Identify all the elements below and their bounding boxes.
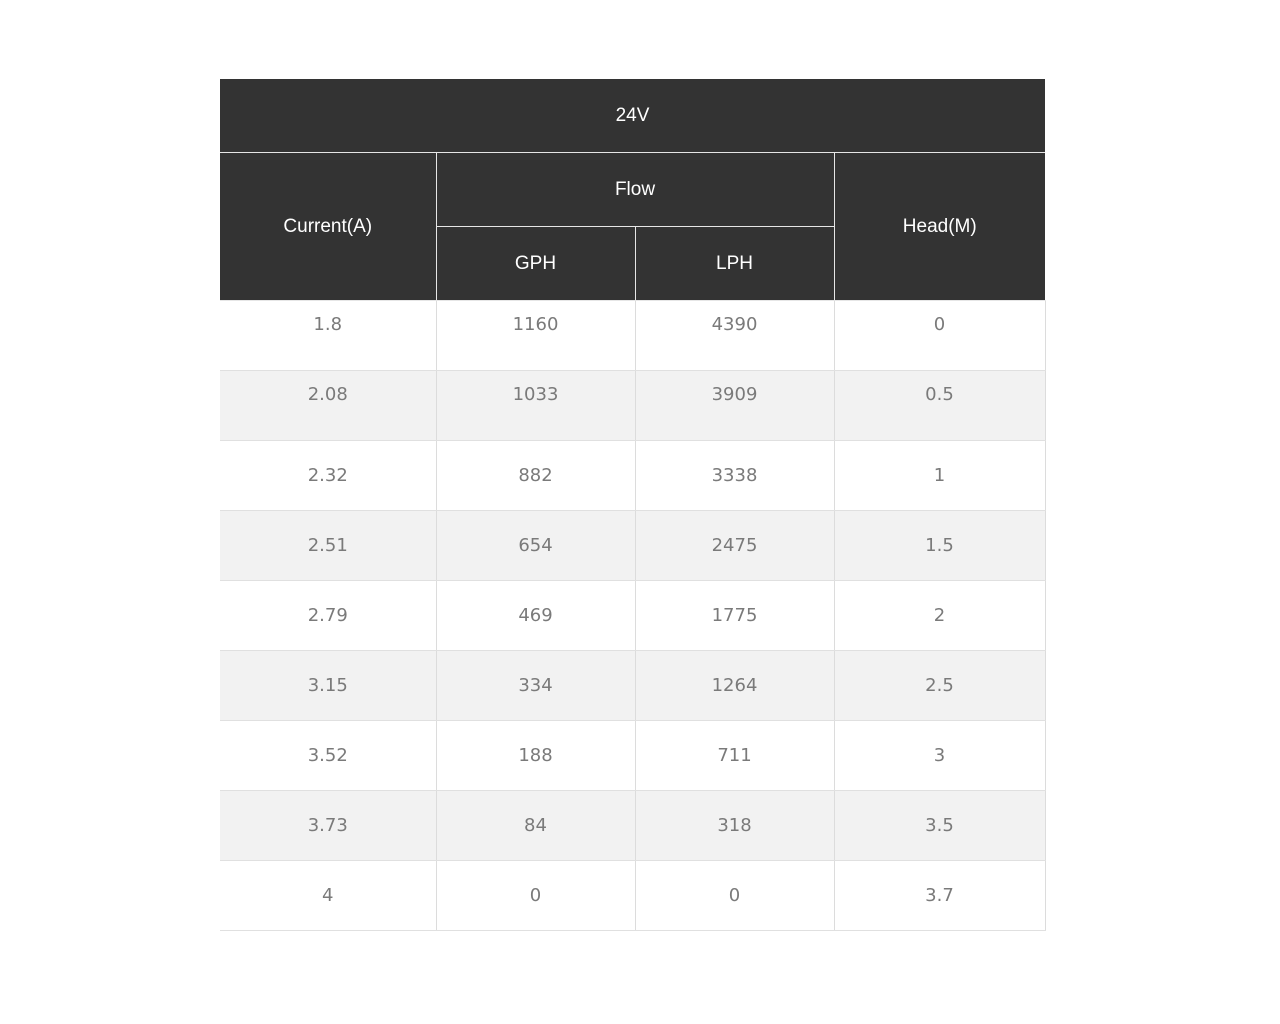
head-cell: 3.7 bbox=[834, 861, 1045, 931]
table-row bbox=[220, 651, 1045, 721]
gph-cell: 1033 bbox=[436, 371, 635, 441]
current-header: Current(A) bbox=[220, 153, 436, 301]
table-header bbox=[220, 79, 1045, 301]
lph-cell: 2475 bbox=[635, 511, 834, 581]
table-row bbox=[220, 861, 1045, 931]
head-cell: 1 bbox=[834, 441, 1045, 511]
current-cell: 3.15 bbox=[220, 651, 436, 721]
pump-spec-table bbox=[220, 79, 1046, 931]
header-group-row bbox=[220, 153, 1045, 227]
lph-cell: 3338 bbox=[635, 441, 834, 511]
flow-header: Flow bbox=[436, 153, 834, 227]
head-cell: 0 bbox=[834, 301, 1045, 371]
table-row bbox=[220, 441, 1045, 511]
table-row bbox=[220, 511, 1045, 581]
header-title-row bbox=[220, 79, 1045, 153]
head-cell: 0.5 bbox=[834, 371, 1045, 441]
head-header: Head(M) bbox=[834, 153, 1045, 301]
current-cell: 2.79 bbox=[220, 581, 436, 651]
table-row bbox=[220, 371, 1045, 441]
gph-cell: 334 bbox=[436, 651, 635, 721]
lph-cell: 711 bbox=[635, 721, 834, 791]
current-cell: 3.73 bbox=[220, 791, 436, 861]
table-row bbox=[220, 301, 1045, 371]
head-cell: 2 bbox=[834, 581, 1045, 651]
head-cell: 2.5 bbox=[834, 651, 1045, 721]
lph-cell: 318 bbox=[635, 791, 834, 861]
lph-cell: 1264 bbox=[635, 651, 834, 721]
lph-cell: 1775 bbox=[635, 581, 834, 651]
current-cell: 2.51 bbox=[220, 511, 436, 581]
lph-cell: 3909 bbox=[635, 371, 834, 441]
voltage-title: 24V bbox=[220, 79, 1045, 153]
lph-header: LPH bbox=[635, 227, 834, 301]
gph-cell: 0 bbox=[436, 861, 635, 931]
lph-cell: 0 bbox=[635, 861, 834, 931]
gph-cell: 654 bbox=[436, 511, 635, 581]
current-cell: 4 bbox=[220, 861, 436, 931]
head-cell: 3.5 bbox=[834, 791, 1045, 861]
current-cell: 2.08 bbox=[220, 371, 436, 441]
gph-cell: 1160 bbox=[436, 301, 635, 371]
gph-cell: 882 bbox=[436, 441, 635, 511]
table-row bbox=[220, 581, 1045, 651]
gph-cell: 84 bbox=[436, 791, 635, 861]
table-row bbox=[220, 791, 1045, 861]
head-cell: 3 bbox=[834, 721, 1045, 791]
gph-header: GPH bbox=[436, 227, 635, 301]
current-cell: 2.32 bbox=[220, 441, 436, 511]
table-row bbox=[220, 721, 1045, 791]
current-cell: 1.8 bbox=[220, 301, 436, 371]
gph-cell: 469 bbox=[436, 581, 635, 651]
gph-cell: 188 bbox=[436, 721, 635, 791]
table-body bbox=[220, 301, 1045, 931]
head-cell: 1.5 bbox=[834, 511, 1045, 581]
lph-cell: 4390 bbox=[635, 301, 834, 371]
current-cell: 3.52 bbox=[220, 721, 436, 791]
